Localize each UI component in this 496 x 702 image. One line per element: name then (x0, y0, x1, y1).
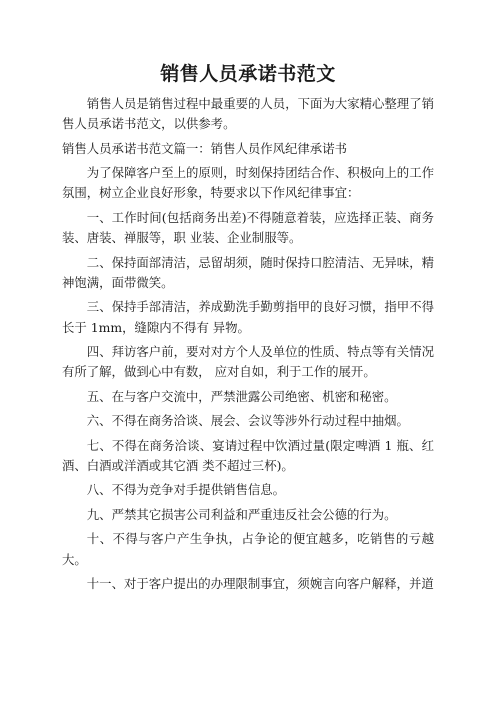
paragraph-item-9: 九、严禁其它损害公司利益和严重违反社会公德的行为。 (86, 506, 397, 522)
paragraph-item-2: 二、保持面部清洁，忌留胡须，随时保持口腔清洁、无异味，精神饱满，面带微笑。 (62, 254, 434, 290)
paragraph-item-11: 十一、对于客户提出的办理限制事宜，须婉言向客户解释，并道 (86, 576, 434, 592)
paragraph-preamble: 为了保障客户至上的原则，时刻保持团结合作、积极向上的工作氛围，树立企业良好形象，特要求以下作风纪律事宜： (62, 165, 434, 201)
document-title: 销售人员承诺书范文 (160, 63, 336, 85)
paragraph-item-8: 八、不得为竞争对手提供销售信息。 (86, 482, 286, 498)
paragraph-item-7: 七、不得在商务洽谈、宴请过程中饮酒过量(限定啤酒 1 瓶、红酒、白酒或洋酒或其它酒 类不超过三杯)。 (62, 437, 434, 473)
paragraph-intro: 销售人员是销售过程中最重要的人员，下面为大家精心整理了销售人员承诺书范文，以供参考。 (62, 96, 434, 132)
paragraph-section-heading: 销售人员承诺书范文篇一：销售人员作风纪律承诺书 (62, 140, 347, 156)
paragraph-item-1: 一、工作时间(包括商务出差)不得随意着装，应选择正装、商务装、唐装、禅服等，职 业装、企业制服等。 (62, 209, 434, 246)
paragraph-item-6: 六、不得在商务洽谈、展会、会议等涉外行动过程中抽烟。 (86, 413, 409, 429)
paragraph-item-4: 四、拜访客户前，要对对方个人及单位的性质、特点等有关情况有所了解，做到心中有数， 应对自如，利于工作的展开。 (62, 344, 434, 380)
paragraph-item-10: 十、不得与客户产生争执，占争论的便宜越多，吃销售的亏越大。 (62, 531, 434, 567)
document-body (62, 94, 434, 599)
paragraph-item-5: 五、在与客户交流中，严禁泄露公司绝密、机密和秘密。 (86, 388, 397, 404)
paragraph-item-3: 三、保持手部清洁，养成勤洗手勤剪指甲的良好习惯，指甲不得长于 1mm，缝隙内不得有 异物。 (62, 299, 434, 335)
